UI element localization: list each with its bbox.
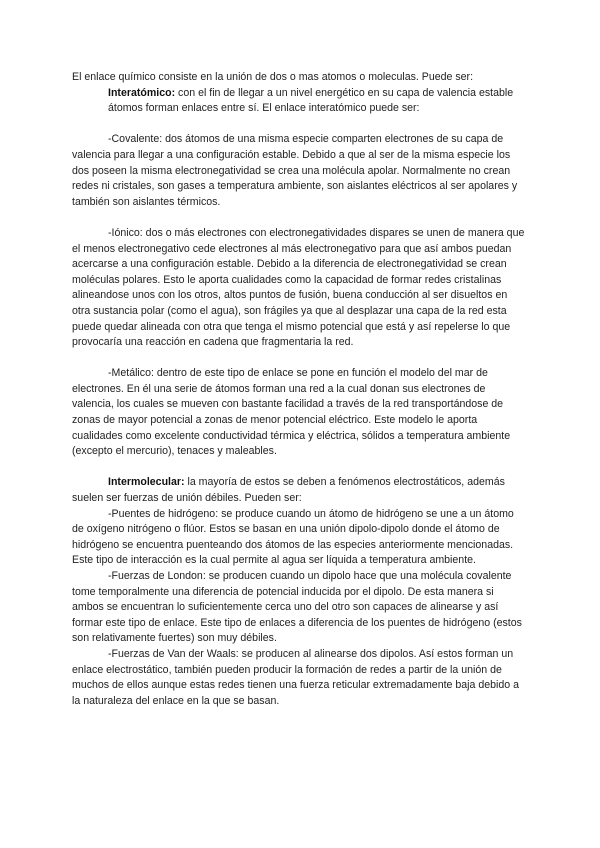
intermolecular-paragraph <box>72 475 528 506</box>
document-body <box>72 70 528 709</box>
intro-paragraph: El enlace químico consiste en la unión de dos o mas atomos o moleculas. Puede ser: <box>72 71 474 83</box>
interatomic-paragraph <box>72 86 528 117</box>
van-der-waals-paragraph: -Fuerzas de Van der Waals: se producen al alinearse dos dipolos. Así estos forman un enlace electrostático, también pueden producir la formación de redes a partir de la unión de muchos de ellos aunque estas redes tienen una fuerza reticular extremadamente baja debido a la naturaleza del enlace en la que se basan. <box>72 647 519 707</box>
covalent-paragraph: -Covalente: dos átomos de una misma especie comparten electrones de su capa de valencia para llegar a una configuración estable. Debido a que al ser de la misma especie los dos poseen la misma electronegatividad se crea una molécula apolar. Normalmente no crean redes ni cristales, son gases a temperatura ambiente, son aislantes eléctricos al ser apolares y también son aislantes térmicos. <box>72 133 518 208</box>
ionic-paragraph: -Iónico: dos o más electrones con electronegatividades dispares se unen de manera que el menos electronegativo cede electrones al más electronegativo para que así ambos puedan acercarse a una configuración estable. Debido a la diferencia de electronegatividad se crean moléculas polares. Esto le aporta cualidades como la capacidad de formar redes cristalinas alineandose unos con los otros, altos puntos de fusión, buena conducción al ser disueltos en otra sustancia polar (como el agua), son frágiles ya que al desplazar una capa de la red esta puede quedar alineada con otra que tenga el mismo potencial que está y así repelerse lo que provocaría una reacción en cadena que fragmentaria la red. <box>72 226 525 349</box>
hydrogen-bond-paragraph: -Puentes de hidrógeno: se produce cuando un átomo de hidrógeno se une a un átomo de oxígeno nitrógeno o flúor. Estos se basan en una unión dipolo-dipolo donde el átomo de hidrógeno se encuentra puenteando dos átomos de las especies anteriormente mencionadas. Este tipo de interacción es la cual permite al agua ser líquida a temperatura ambiente. <box>72 507 514 567</box>
interatomic-heading: Interatómico: <box>108 86 176 99</box>
intermolecular-heading: Intermolecular: <box>108 476 185 489</box>
metallic-paragraph: -Metálico: dentro de este tipo de enlace se pone en función el modelo del mar de electrones. En él una serie de átomos forman una red a la cual donan sus electrones de valencia, los cuales se mueven con bastante facilidad a través de la red transportándose de zonas de mayor potencial a zonas de menor potencial eléctrico. Este modelo le aporta cualidades como excelente conductividad térmica y eléctrica, sólidos a temperatura ambiente (excepto el mercurio), tenaces y maleables. <box>72 367 511 458</box>
interatomic-text: con el fin de llegar a un nivel energético en su capa de valencia estable átomos forman enlaces entre sí. El enlace interatómico puede ser: <box>108 86 514 115</box>
london-forces-paragraph: -Fuerzas de London: se producen cuando un dipolo hace que una molécula covalente tome temporalmente una diferencia de potencial inducida por el dipolo. De esta manera si ambos se encuentran lo suficientemente cerca uno del otro son capaces de alinearse y así formar este tipo de enlace. Este tipo de enlaces a diferencia de los puentes de hidrógeno (estos son relativamente fuertes) son muy débiles. <box>72 570 522 645</box>
intermolecular-text: la mayoría de estos se deben a fenómenos electrostáticos, además suelen ser fuerzas de unión débiles. Pueden ser: <box>72 476 505 505</box>
